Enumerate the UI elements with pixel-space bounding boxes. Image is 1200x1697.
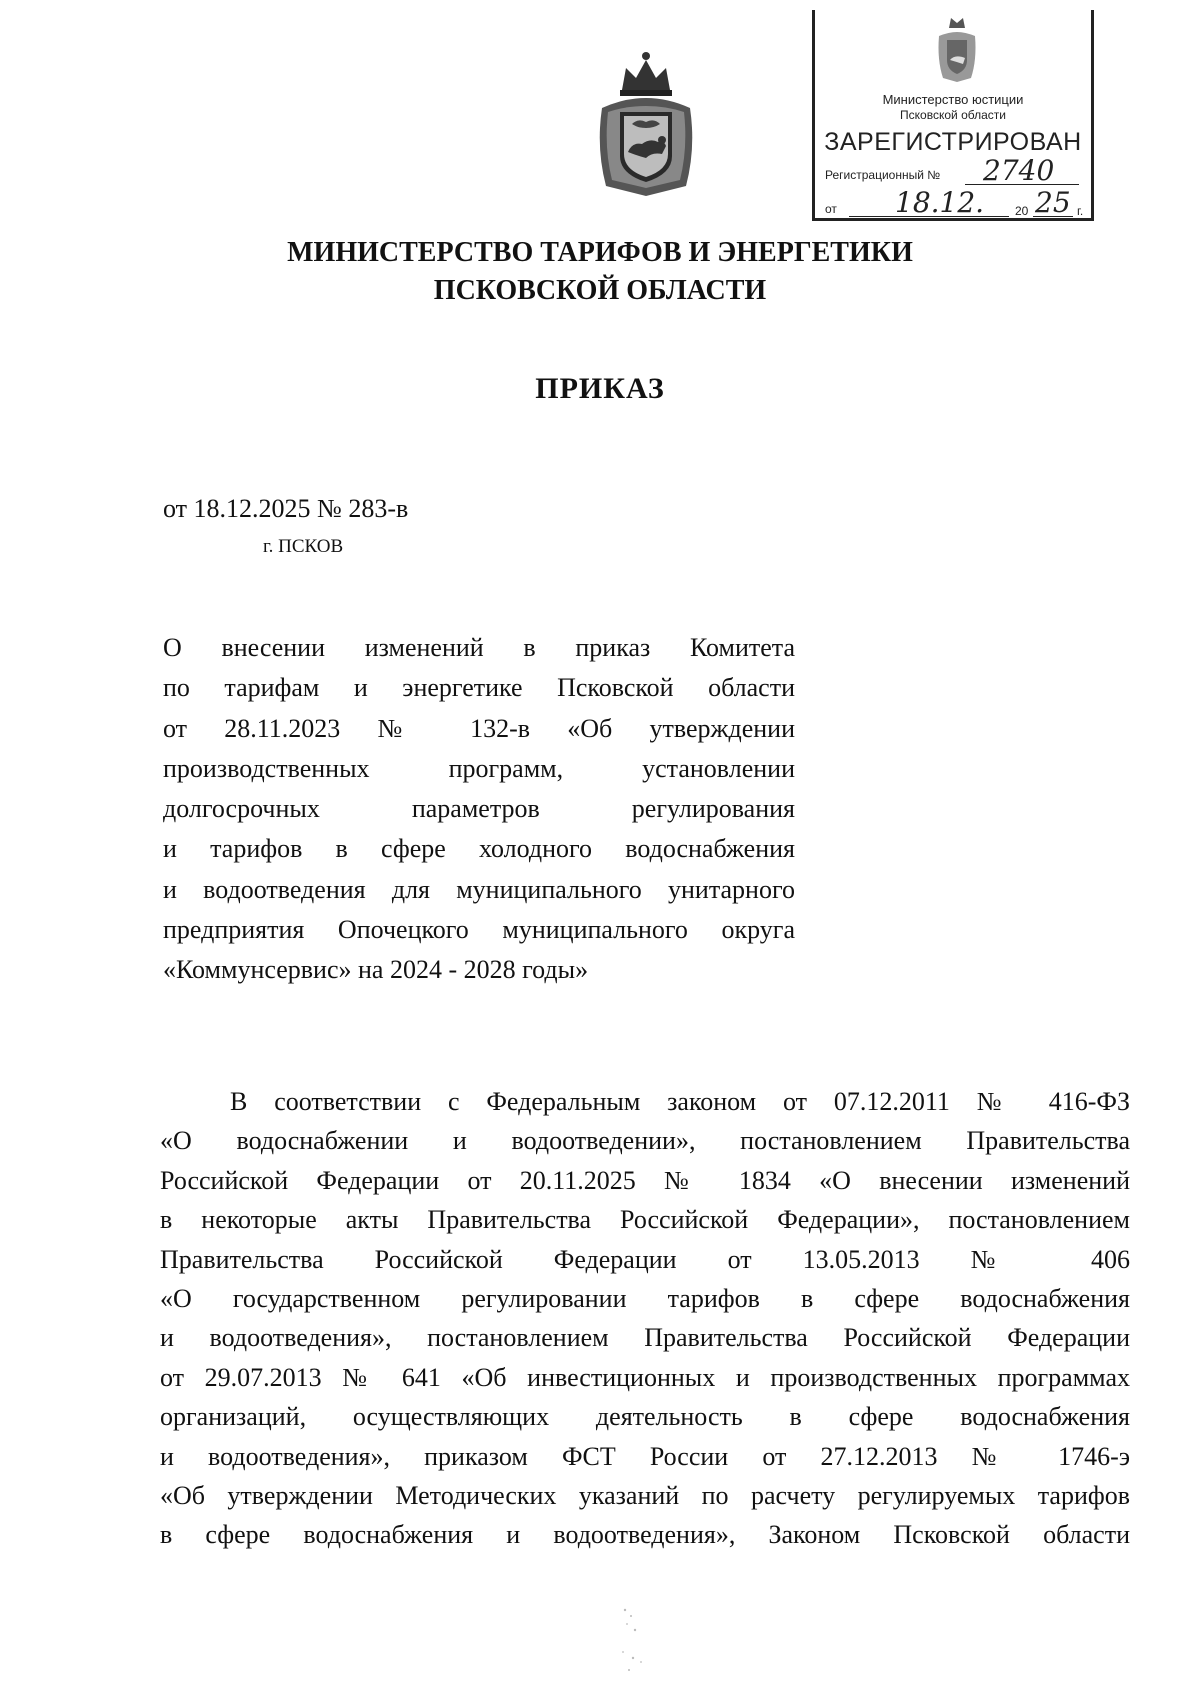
body-line: в сфере водоснабжения и водоотведения», Законом Псковской области (160, 1520, 1130, 1550)
ministry-heading (0, 234, 1200, 310)
subject-line: предприятия Опочецкого муниципального округа (163, 915, 795, 945)
body-line: «Об утверждении Методических указаний по расчету регулируемых тарифов (160, 1481, 1130, 1511)
body-line: и водоотведения», постановлением Правительства Российской Федерации (160, 1323, 1130, 1353)
scan-artifact-icon (615, 1600, 655, 1680)
order-city: г. ПСКОВ (263, 536, 344, 557)
body-line: «О государственном регулировании тарифов в сфере водоснабжения (160, 1284, 1130, 1314)
body-line: от 29.07.2013 № 641 «Об инвестиционных и производственных программах (160, 1362, 1130, 1392)
subject-line: «Коммунсервис» на 2024 - 2028 годы» (163, 955, 589, 985)
subject-line: производственных программ, установлении (163, 753, 795, 783)
body-line: организаций, осуществляющих деятельность в сфере водоснабжения (160, 1402, 1130, 1432)
stamp-year-prefix: 20 (1015, 204, 1029, 218)
subject-line: и водоотведения для муниципального унитарного (163, 874, 795, 904)
stamp-emblem-icon (935, 14, 979, 82)
subject-line: О внесении изменений в приказ Комитета (163, 633, 795, 662)
subject-line: от 28.11.2023 № 132-в «Об утверждении (163, 713, 795, 743)
body-line: в некоторые акты Правительства Российской Федерации», постановлением (160, 1205, 1130, 1235)
ministry-line2: ПСКОВСКОЙ ОБЛАСТИ (433, 275, 767, 306)
stamp-status: ЗАРЕГИСТРИРОВАН (824, 128, 1082, 156)
subject-line: долгосрочных параметров регулирования (163, 794, 795, 824)
stamp-reg-number: 2740 (983, 154, 1055, 187)
subject-line: по тарифам и энергетике Псковской области (163, 673, 795, 703)
body-line: В соответствии с Федеральным законом от 07.12.2011 № 416-ФЗ (230, 1087, 1130, 1116)
coat-of-arms-icon (592, 48, 700, 198)
body-line: «О водоснабжении и водоотведении», постановлением Правительства (160, 1126, 1130, 1156)
registration-stamp (812, 10, 1094, 221)
body-line: и водоотведения», приказом ФСТ России от 27.12.2013 № 1746-э (160, 1441, 1130, 1471)
order-subject (163, 628, 795, 991)
ministry-line1: МИНИСТЕРСТВО ТАРИФОВ И ЭНЕРГЕТИКИ (287, 237, 913, 268)
stamp-date-label: от (825, 202, 837, 216)
order-date-number: от 18.12.2025 № 283-в (163, 494, 409, 523)
stamp-reg-label: Регистрационный № (825, 168, 941, 182)
document-type: ПРИКАЗ (535, 372, 665, 405)
stamp-year-suffix: г. (1077, 204, 1084, 218)
body-line: Правительства Российской Федерации от 13.05.2013 № 406 (160, 1244, 1130, 1274)
stamp-year-value: 25 (1035, 186, 1071, 219)
order-body-paragraph (160, 1082, 1130, 1555)
subject-line: и тарифов в сфере холодного водоснабжения (163, 834, 795, 864)
stamp-authority-line2: Псковской области (900, 108, 1006, 122)
body-line: Российской Федерации от 20.11.2025 № 1834 «О внесении изменений (160, 1165, 1130, 1195)
stamp-date-value: 18.12. (895, 186, 985, 219)
stamp-authority-line1: Министерство юстиции (882, 92, 1024, 107)
